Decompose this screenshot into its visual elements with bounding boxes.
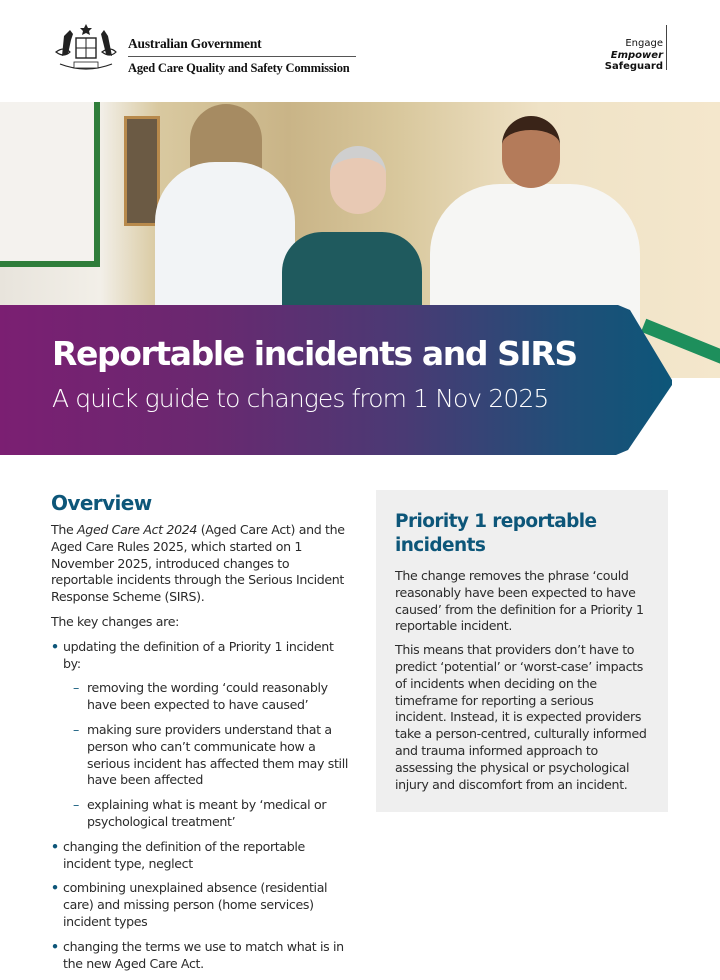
page-header xyxy=(0,0,720,102)
photo-door xyxy=(124,116,160,226)
wordmark-divider xyxy=(128,56,356,57)
tagline-safeguard: Safeguard xyxy=(604,61,663,72)
coat-of-arms-icon xyxy=(50,22,122,74)
priority1-callout xyxy=(376,490,668,812)
intro-prefix: The xyxy=(51,522,78,537)
title-banner xyxy=(0,305,672,455)
key-changes-list xyxy=(51,639,351,973)
sublist-item: – removing the wording ‘could reasonably have been expected to have caused’ xyxy=(63,680,351,714)
sublist-item: – making sure providers understand that a person who can’t communicate how a serious incident has affected them may still have been affected xyxy=(63,722,351,789)
tagline-empower: Empower xyxy=(610,49,663,61)
intro-suffix: (Aged Care Act) and the Aged Care Rules 2025, which started on 1 November 2025, introduced changes to reportable incidents through the Serious Incident Response Scheme (SIRS). xyxy=(51,522,345,605)
photo-elderly-woman-head xyxy=(330,146,386,214)
overview-section xyxy=(51,490,351,980)
priority1-sublist xyxy=(63,680,351,830)
tagline-engage: Engage xyxy=(625,38,663,49)
priority1-paragraph: The change removes the phrase ‘could reasonably have been expected to have caused’ from the definition for a Priority 1 reportable incident. xyxy=(395,568,644,634)
overview-heading: Overview xyxy=(51,491,152,515)
priority1-heading: Priority 1 reportable incidents xyxy=(395,511,597,556)
agency-name: Aged Care Quality and Safety Commission xyxy=(128,61,350,75)
priority1-paragraph: This means that providers don’t have to predict ‘potential’ or ‘worst-case’ impacts of incidents when deciding on the timeframe for reporting a serious incident. Instead, it is expected providers take a person-centred, culturally informed and trauma informed approach to assessing the physical or psychological injury and discomfort from an incident. xyxy=(395,642,647,792)
list-item xyxy=(51,639,351,831)
list-item: • changing the terms we use to match what is in the new Aged Care Act. xyxy=(51,939,351,973)
photo-carer-right-head xyxy=(502,116,560,188)
page-subtitle: A quick guide to changes from 1 Nov 2025 xyxy=(52,384,549,413)
government-wordmark xyxy=(128,36,356,76)
list-item: • combining unexplained absence (residential care) and missing person (home services) incident types xyxy=(51,880,351,930)
photo-wall-panel xyxy=(0,102,100,267)
act-title: Aged Care Act 2024 xyxy=(77,522,198,537)
list-item-text: updating the definition of a Priority 1 incident by: xyxy=(63,638,334,671)
priority1-body xyxy=(395,568,648,793)
overview-lead: The key changes are: xyxy=(51,613,179,629)
overview-intro xyxy=(51,522,351,606)
sublist-item: – explaining what is meant by ‘medical or psychological treatment’ xyxy=(63,797,351,831)
government-name: Australian Government xyxy=(128,36,262,51)
list-item: • changing the definition of the reportable incident type, neglect xyxy=(51,839,351,873)
overview-body xyxy=(51,522,351,972)
page-title: Reportable incidents and SIRS xyxy=(52,334,577,373)
tagline xyxy=(605,38,663,73)
tagline-divider xyxy=(666,25,667,70)
